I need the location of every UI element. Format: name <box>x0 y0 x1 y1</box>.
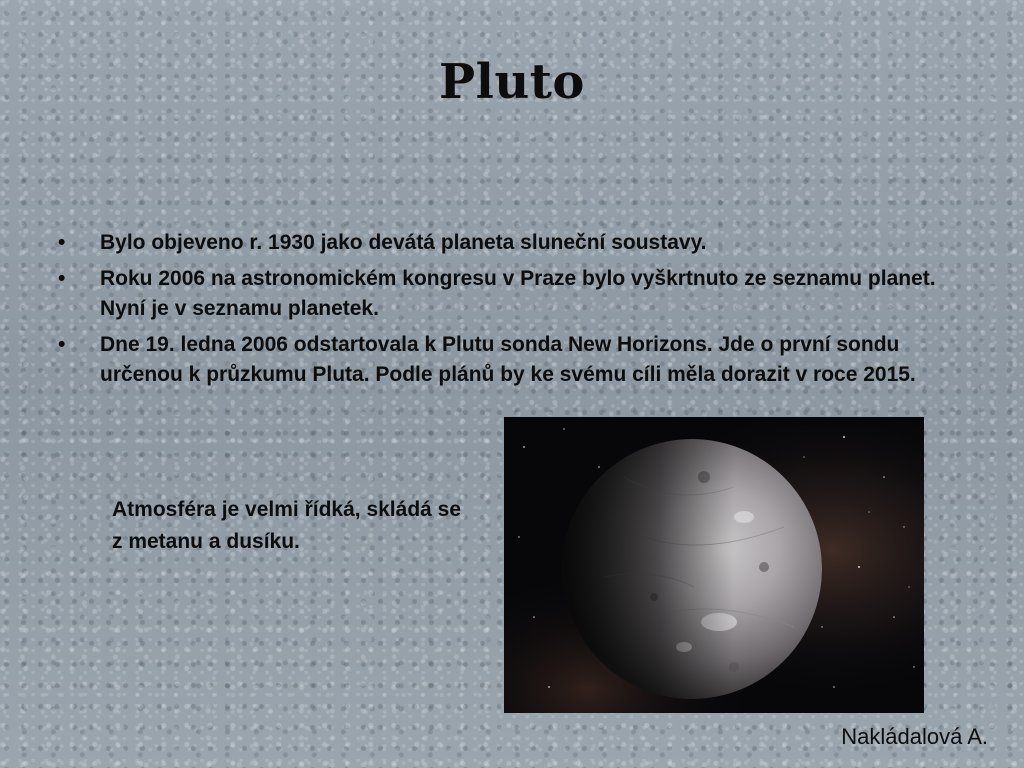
pluto-image <box>504 417 924 713</box>
bullet-text: Roku 2006 na astronomickém kongresu v Praze bylo vyškrtnuto ze seznamu planet. Nyní je v seznamu planetek. <box>100 267 936 320</box>
atmosphere-note: Atmosféra je velmi řídká, skládá se z metanu a dusíku. <box>112 498 462 553</box>
bullet-dot-icon: • <box>58 333 66 356</box>
bullet-dot-icon: • <box>58 231 66 254</box>
bullet-item <box>58 264 958 324</box>
bullet-item <box>58 330 958 390</box>
bullet-dot-icon: • <box>58 267 66 290</box>
bullet-text: Bylo objeveno r. 1930 jako devátá planeta sluneční soustavy. <box>100 231 707 254</box>
author-credit: Nakládalová A. <box>841 724 988 749</box>
bullet-item <box>58 228 958 258</box>
bullet-list <box>58 228 958 396</box>
slide-title: Pluto <box>439 54 585 110</box>
pluto-planet-illustration <box>504 417 924 713</box>
bullet-text: Dne 19. ledna 2006 odstartovala k Plutu sonda New Horizons. Jde o první sondu určenou k průzkumu Pluta. Podle plánů by ke svému cíli měla dorazit v roce 2015. <box>100 333 916 386</box>
